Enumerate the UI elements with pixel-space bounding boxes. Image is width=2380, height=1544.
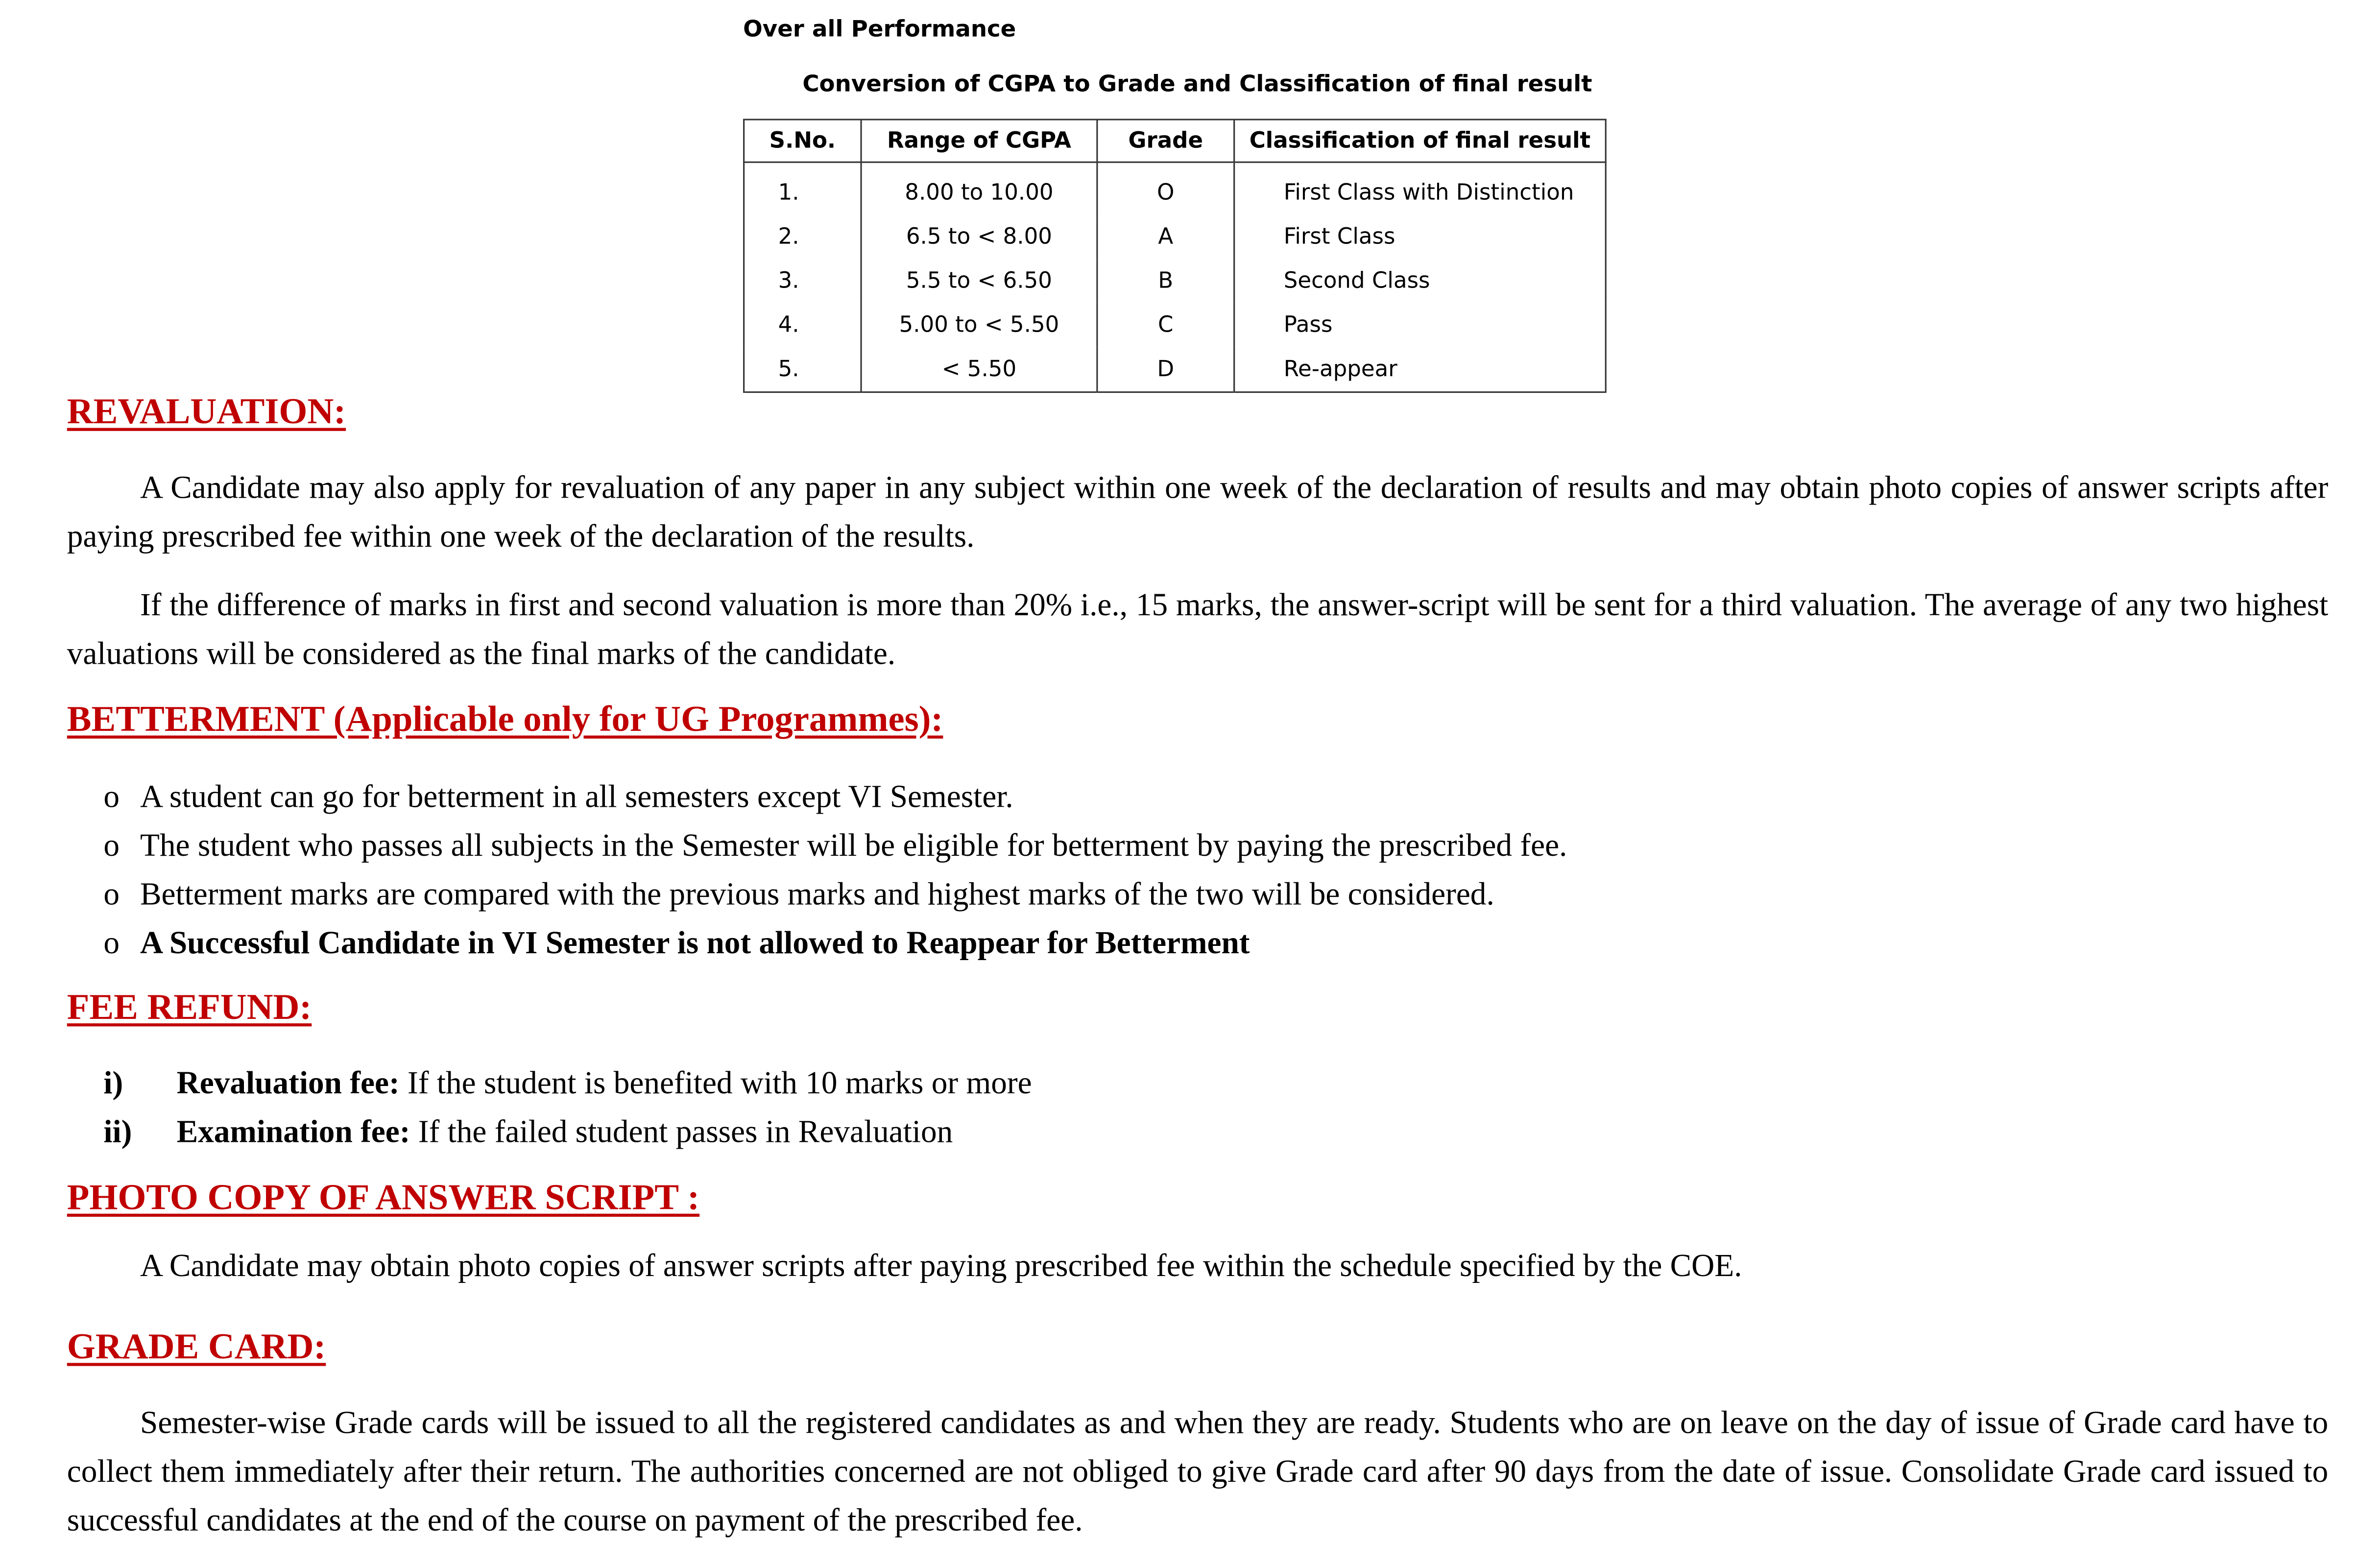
cell-grade: A [1097, 216, 1234, 260]
cell-range: 5.00 to < 5.50 [861, 304, 1097, 347]
revaluation-paragraph-1: A Candidate may also apply for revaluation of any paper in any subject within one week of the declaration of results and may obtain photo copies of answer scripts after paying prescribed fee within one week of the declaration of the results. [67, 469, 2329, 555]
list-item [103, 821, 1567, 869]
list-number: i) [103, 1064, 123, 1101]
cell-sno: 2. [744, 216, 861, 260]
header-range: Range of CGPA [861, 120, 1097, 162]
list-item-text: Betterment marks are compared with the previous marks and highest marks of the two will be considered. [140, 875, 1494, 913]
cell-classification: First Class [1234, 216, 1606, 260]
betterment-list [103, 772, 1567, 967]
refund-text: If the student is benefited with 10 marks or more [399, 1064, 1032, 1101]
table-header-row [744, 120, 1606, 162]
revaluation-heading: REVALUATION: [67, 393, 346, 433]
cell-grade: D [1097, 347, 1234, 392]
fee-refund-heading: FEE REFUND: [67, 988, 312, 1028]
list-item [103, 1059, 1032, 1107]
table-row [744, 304, 1606, 347]
refund-text: If the failed student passes in Revaluation [410, 1113, 953, 1150]
table-row [744, 347, 1606, 392]
cgpa-grade-table [743, 119, 1607, 393]
cell-range: 5.5 to < 6.50 [861, 260, 1097, 304]
cell-sno: 5. [744, 347, 861, 392]
table-row [744, 216, 1606, 260]
overall-performance-title: Over all Performance [743, 15, 1016, 43]
grade-card-heading: GRADE CARD: [67, 1327, 326, 1368]
list-number: ii) [103, 1113, 132, 1150]
conversion-table-title: Conversion of CGPA to Grade and Classification of final result [802, 70, 1592, 97]
cell-sno: 4. [744, 304, 861, 347]
grade-card-paragraph: Semester-wise Grade cards will be issued to all the registered candidates as and when they are ready. Students who are on leave on the day of issue of Grade card have to collect them immediately after their return. The authorities concerned are not obliged to give Grade card after 90 days from the date of issue. Consolidate Grade card issued to successful candidates at the end of the course on payment of the prescribed fee. [67, 1404, 2329, 1538]
cell-grade: O [1097, 162, 1234, 216]
list-item-text-bold: A Successful Candidate in VI Semester is not allowed to Reappear for Betterment [140, 924, 1250, 961]
table-row [744, 162, 1606, 216]
bullet-marker: o [103, 827, 120, 864]
header-classification: Classification of final result [1234, 120, 1606, 162]
cell-classification: Second Class [1234, 260, 1606, 304]
cell-sno: 1. [744, 162, 861, 216]
list-item [103, 918, 1567, 967]
bullet-marker: o [103, 778, 120, 815]
fee-refund-list [103, 1059, 1032, 1156]
cell-classification: Pass [1234, 304, 1606, 347]
cell-sno: 3. [744, 260, 861, 304]
header-grade: Grade [1097, 120, 1234, 162]
cell-classification: First Class with Distinction [1234, 162, 1606, 216]
cell-range: < 5.50 [861, 347, 1097, 392]
header-sno: S.No. [744, 120, 861, 162]
cell-grade: B [1097, 260, 1234, 304]
list-item-text: A student can go for betterment in all semesters except VI Semester. [140, 778, 1013, 815]
cell-classification: Re-appear [1234, 347, 1606, 392]
refund-label: Revaluation fee: [176, 1064, 400, 1101]
cell-range: 8.00 to 10.00 [861, 162, 1097, 216]
list-item-text: The student who passes all subjects in the Semester will be eligible for betterment by paying the prescribed fee. [140, 827, 1567, 864]
photo-copy-paragraph: A Candidate may obtain photo copies of answer scripts after paying prescribed fee within the schedule specified by the COE. [140, 1247, 1742, 1284]
photo-copy-heading: PHOTO COPY OF ANSWER SCRIPT : [67, 1179, 700, 1219]
betterment-heading: BETTERMENT (Applicable only for UG Programmes): [67, 700, 943, 740]
cell-range: 6.5 to < 8.00 [861, 216, 1097, 260]
bullet-marker: o [103, 924, 120, 961]
list-item [103, 772, 1567, 820]
list-item [103, 869, 1567, 918]
list-item [103, 1107, 1032, 1156]
refund-label: Examination fee: [176, 1113, 410, 1150]
revaluation-paragraph-2: If the difference of marks in first and second valuation is more than 20% i.e., 15 marks, the answer-script will be sent for a third valuation. The average of any two highest valuations will be considered as the final marks of the candidate. [67, 586, 2329, 672]
cell-grade: C [1097, 304, 1234, 347]
table-row [744, 260, 1606, 304]
bullet-marker: o [103, 875, 120, 913]
